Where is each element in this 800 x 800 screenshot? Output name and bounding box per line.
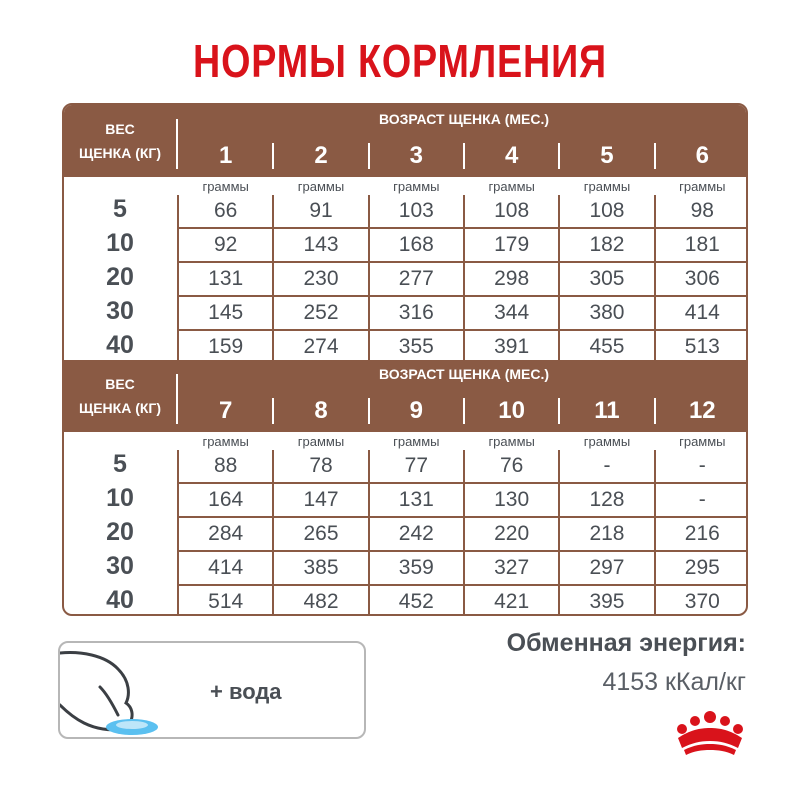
month-row: [178, 394, 748, 428]
table-cell: 108: [494, 199, 530, 222]
weight-header-line2: ЩЕНКА (КГ): [78, 145, 162, 161]
weight-label: 40: [106, 331, 134, 359]
table-cell: 77: [404, 454, 428, 477]
table-header: [64, 105, 746, 177]
table-body: [64, 177, 746, 360]
weight-label: 10: [106, 229, 134, 257]
weight-header-line1: ВЕС: [105, 121, 135, 137]
table-cell: 316: [398, 301, 434, 324]
table-cell: 130: [494, 488, 530, 511]
weight-label: 30: [106, 297, 134, 325]
month-label: 3: [409, 142, 423, 169]
table-header: [64, 360, 746, 432]
unit-label: граммы: [488, 434, 535, 449]
month-label: 9: [409, 397, 423, 424]
table-cell: 298: [494, 267, 530, 290]
table-cell: 66: [213, 199, 238, 222]
month-divider: [558, 143, 560, 169]
month-divider: [654, 143, 656, 169]
unit-label: граммы: [297, 434, 345, 449]
table-cell: 421: [494, 590, 530, 613]
table-cell: 242: [398, 522, 434, 545]
table-cell: 414: [684, 301, 720, 324]
month-divider: [368, 143, 370, 169]
table-cell: 230: [303, 267, 339, 290]
age-header: ВОЗРАСТ ЩЕНКА (МЕС.): [378, 366, 550, 382]
page-title: НОРМЫ КОРМЛЕНИЯ: [193, 35, 607, 87]
table-cell: 76: [499, 454, 524, 477]
table-cell: 218: [589, 522, 625, 545]
table-cell: 327: [494, 556, 530, 579]
table-body: [64, 432, 746, 615]
table-cell: 395: [589, 590, 625, 613]
table-cell: 252: [303, 301, 339, 324]
water-label: + вода: [210, 679, 282, 704]
row-divider: [178, 261, 748, 263]
table-cell: 482: [303, 590, 339, 613]
month-label: 4: [504, 142, 519, 169]
month-divider: [558, 398, 560, 424]
unit-label: граммы: [393, 179, 440, 194]
row-divider: [178, 516, 748, 518]
row-divider: [178, 295, 748, 297]
month-divider: [463, 398, 465, 424]
month-divider: [463, 143, 465, 169]
table-cell: 452: [398, 590, 434, 613]
row-divider: [178, 550, 748, 552]
table-cell: -: [698, 488, 706, 511]
month-label: 6: [695, 142, 709, 169]
table-cell: 145: [208, 301, 244, 324]
table-cell: 305: [589, 267, 625, 290]
table-cell: 284: [208, 522, 244, 545]
table-cell: 306: [684, 267, 720, 290]
table-cell: 108: [589, 199, 625, 222]
age-header: ВОЗРАСТ ЩЕНКА (МЕС.): [378, 111, 550, 127]
month-label: 10: [498, 397, 525, 424]
royal-canin-crown-icon: [674, 708, 746, 756]
month-row: [178, 139, 748, 173]
table-cell: 455: [589, 335, 625, 358]
month-label: 7: [218, 397, 233, 424]
month-divider: [654, 398, 656, 424]
table-cell: 179: [494, 233, 530, 256]
row-divider: [178, 329, 748, 331]
month-divider: [368, 398, 370, 424]
table-cell: 355: [398, 335, 434, 358]
table-cell: 391: [494, 335, 530, 358]
table-cell: 220: [494, 522, 530, 545]
weight-label: 30: [106, 552, 134, 580]
table-cell: 88: [213, 454, 238, 477]
month-divider: [272, 398, 274, 424]
weight-header: [64, 117, 176, 165]
month-label: 12: [688, 397, 716, 424]
water-panel: [58, 641, 366, 739]
table-cell: 159: [208, 335, 244, 358]
table-cell: 295: [684, 556, 720, 579]
month-label: 1: [218, 142, 233, 169]
table-cell: 182: [589, 233, 625, 256]
unit-label: граммы: [583, 434, 631, 449]
dog-drinking-water-icon: [60, 643, 190, 739]
unit-label: граммы: [297, 179, 345, 194]
table-cell: 265: [303, 522, 339, 545]
table-cell: 414: [208, 556, 244, 579]
month-label: 2: [314, 142, 328, 169]
weight-header-line1: ВЕС: [105, 376, 135, 392]
table-cell: 164: [208, 488, 244, 511]
energy-value: 4153 кКал/кг: [602, 668, 746, 696]
unit-label: граммы: [202, 434, 249, 449]
table-cell: 297: [589, 556, 625, 579]
unit-label: граммы: [393, 434, 440, 449]
weight-label: 20: [106, 518, 134, 546]
table-cell: 131: [208, 267, 244, 290]
unit-label: граммы: [488, 179, 535, 194]
month-divider: [272, 143, 274, 169]
weight-header: [64, 372, 176, 420]
table-cell: 380: [589, 301, 625, 324]
month-label: 11: [594, 397, 620, 424]
table-cell: -: [698, 454, 706, 477]
month-label: 8: [314, 397, 328, 424]
table-cell: 103: [398, 199, 434, 222]
unit-label: граммы: [679, 434, 726, 449]
row-divider: [178, 482, 748, 484]
table-cell: 370: [684, 590, 720, 613]
row-divider: [178, 227, 748, 229]
table-cell: 274: [303, 335, 339, 358]
row-divider: [178, 584, 748, 586]
table-cell: -: [603, 454, 611, 477]
weight-label: 5: [113, 195, 127, 223]
table-cell: 344: [494, 301, 530, 324]
energy-label: Обменная энергия:: [506, 629, 746, 657]
table-cell: 131: [398, 488, 434, 511]
table-cell: 514: [208, 590, 244, 613]
table-cell: 513: [684, 335, 720, 358]
unit-label: граммы: [583, 179, 631, 194]
table-cell: 143: [303, 233, 339, 256]
table-cell: 91: [309, 199, 333, 222]
unit-label: граммы: [679, 179, 726, 194]
weight-label: 10: [106, 484, 134, 512]
feeding-table: [62, 103, 748, 616]
table-cell: 98: [690, 199, 714, 222]
unit-label: граммы: [202, 179, 249, 194]
table-cell: 147: [303, 488, 339, 511]
month-label: 5: [600, 142, 614, 169]
table-cell: 128: [589, 488, 625, 511]
table-cell: 359: [398, 556, 434, 579]
table-cell: 92: [213, 233, 238, 256]
table-cell: 78: [309, 454, 333, 477]
table-cell: 385: [303, 556, 339, 579]
weight-label: 40: [106, 586, 134, 614]
weight-label: 20: [106, 263, 134, 291]
weight-label: 5: [113, 450, 127, 478]
table-cell: 181: [684, 233, 720, 256]
table-cell: 216: [684, 522, 720, 545]
table-cell: 168: [398, 233, 434, 256]
weight-header-line2: ЩЕНКА (КГ): [78, 400, 162, 416]
table-cell: 277: [398, 267, 434, 290]
